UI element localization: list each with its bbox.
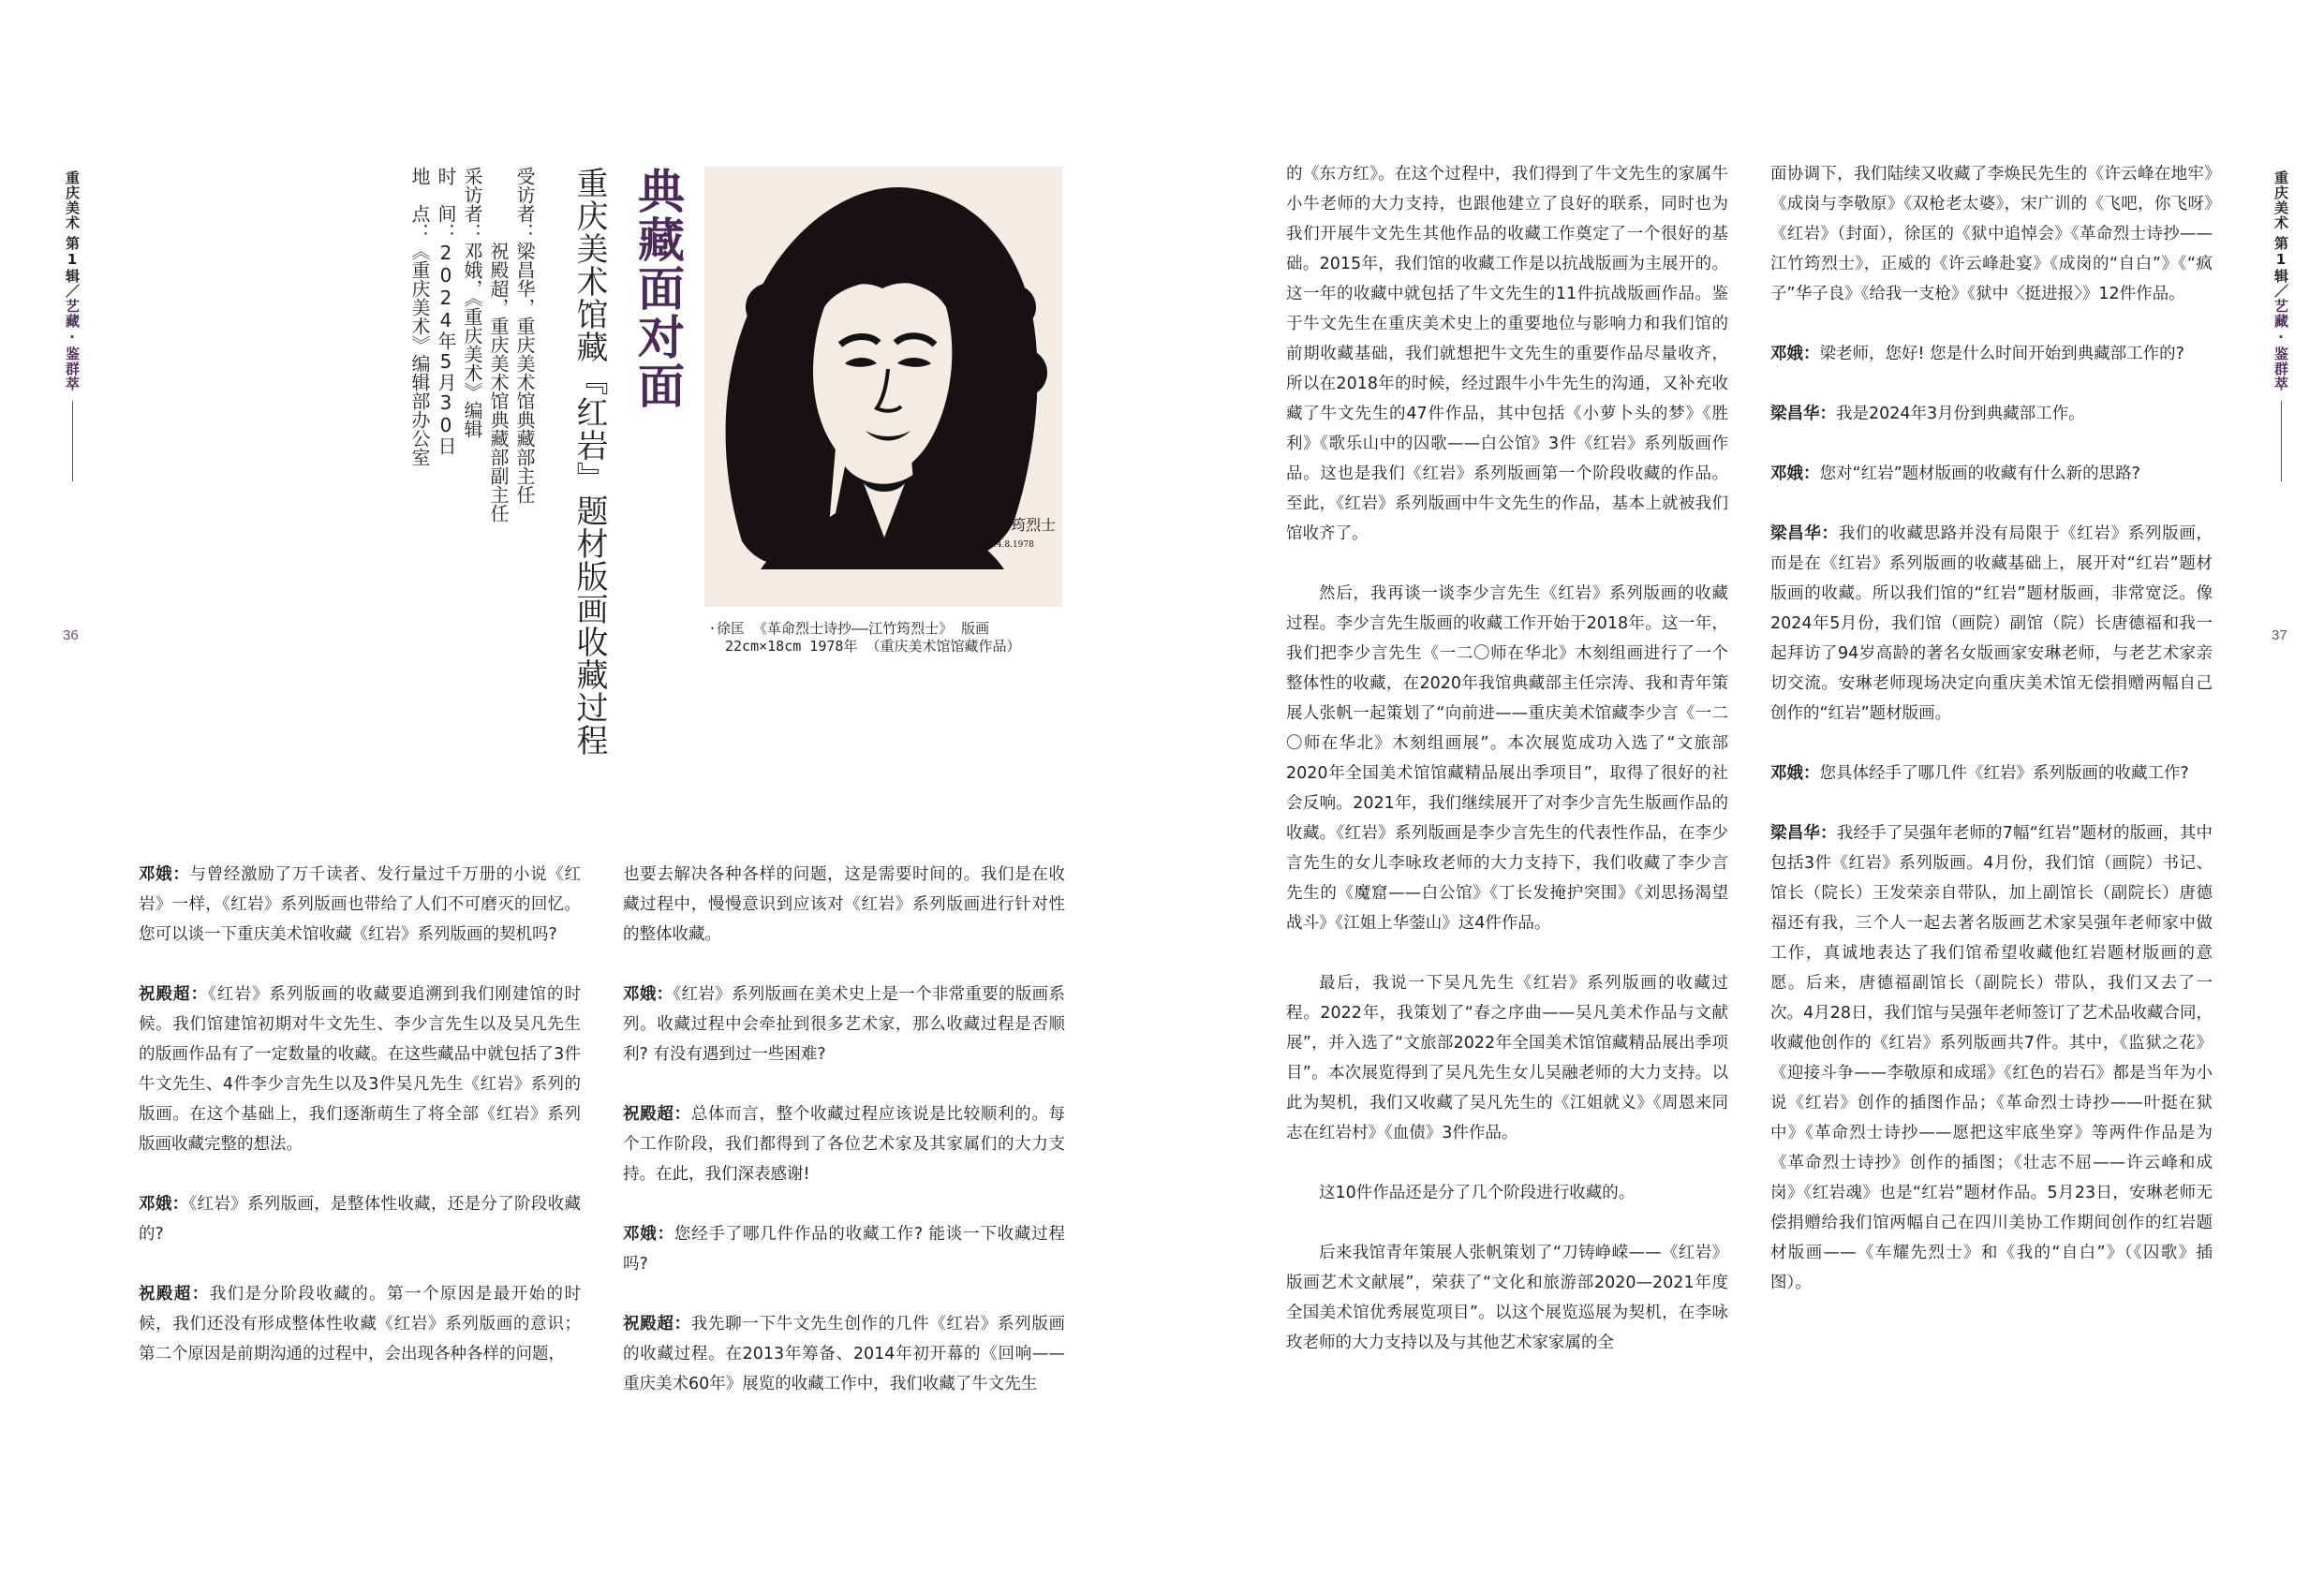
paragraph: 梁昌华：我们的收藏思路并没有局限于《红岩》系列版画，而是在《红岩》系列版画的收藏基础上，展开对“红岩”题材版画的收藏。所以我们馆的“红岩”题材版画，非常宽泛。像2024年5月份，我们馆（画院）副馆（院）长唐德福和我一起拜访了94岁高龄的著名女版画家安琳老师，与老艺术家亲切交流。安琳老师现场决定向重庆美术馆无偿捐赠两幅自己创作的“红岩”题材版画。 xyxy=(1770,524,2213,723)
meta-place: 地 点：《重庆美术》编辑部办公室 xyxy=(408,167,431,466)
spine-divider xyxy=(2281,401,2282,481)
paragraph: 面协调下，我们陆续又收藏了李焕民先生的《许云峰在地牢》《成岗与李敬原》《双枪老太婆》，宋广训的《飞吧，你飞呀》《红岩》（封面），徐匡的《狱中追悼会》《革命烈士诗抄——江竹筠烈士》，正威的《许云峰赴宴》《成岗的“自白”》《“疯子”华子良》《给我一支枪》《狱中〈挺进报〉》12件作品。 xyxy=(1770,165,2213,303)
paragraph: 最后，我说一下吴凡先生《红岩》系列版画的收藏过程。2022年，我策划了“春之序曲——吴凡美术作品与文献展”，并入选了“文旅部2022年全国美术馆馆藏精品展出季项目”。本次展览得到了吴凡先生女儿吴融老师的大力支持。以此为契机，我们又收藏了吴凡先生的《江姐就义》《周恩来同志在红岩村》《血债》3件作品。 xyxy=(1286,974,1728,1142)
spine-section: 艺藏·鉴群萃 xyxy=(2272,299,2289,391)
speaker: 祝殿超： xyxy=(623,1315,691,1334)
paragraph: 邓娥：您对“红岩”题材版画的收藏有什么新的思路? xyxy=(1770,464,2140,483)
speaker: 祝殿超： xyxy=(139,1285,210,1304)
text-column-1 xyxy=(139,860,581,1399)
caption-line-1: ·徐匡 《革命烈士诗抄——江竹筠烈士》 版画 xyxy=(708,620,990,637)
speaker: 梁昌华： xyxy=(1770,824,1837,843)
speaker: 梁昌华： xyxy=(1770,524,1839,543)
speaker: 邓娥： xyxy=(623,1225,674,1244)
woodcut-portrait-image xyxy=(704,167,1062,607)
paragraph: 邓娥：梁老师，您好! 您是什么时间开始到典藏部工作的? xyxy=(1770,345,2184,363)
paragraph: 的《东方红》。在这个过程中，我们得到了牛文先生的家属牛小牛老师的大力支持，也跟他建立了良好的联系，同时也为我们开展牛文先生其他作品的收藏工作奠定了一个很好的基础。2015年，我们馆的收藏工作是以抗战版画为主展开的。这一年的收藏中就包括了牛文先生的11件抗战版画作品。鉴于牛文先生在重庆美术史上的重要地位与影响力和我们馆的前期收藏基础，我们就想把牛文先生的重要作品尽量收齐，所以在2018年的时候，经过跟牛小牛先生的沟通，又补充收藏了牛文先生的47件作品，其中包括《小萝卜头的梦》《胜利》《歌乐山中的囚歌——白公馆》3件《红岩》系列版画作品。这也是我们《红岩》系列版画第一个阶段收藏的作品。至此，《红岩》系列版画中牛文先生的作品，基本上就被我们馆收齐了。 xyxy=(1286,165,1728,543)
text-column-2 xyxy=(623,860,1065,1429)
spine-slash: ／ xyxy=(2272,284,2289,299)
paragraph: 后来我馆青年策展人张帆策划了“刀铸峥嵘——《红岩》版画艺术文献展”，荣获了“文化和旅游部2020—2021年度全国美术馆优秀展览项目”。以这个展览巡展为契机，在李咏玫老师的大力支持以及与其他艺术家家属的全 xyxy=(1286,1244,1728,1352)
speaker: 梁昌华： xyxy=(1770,405,1836,423)
speaker: 邓娥： xyxy=(1770,345,1820,363)
left-spine xyxy=(58,170,86,481)
spine-slash: ／ xyxy=(64,284,81,299)
speaker: 邓娥： xyxy=(139,865,190,884)
speaker: 邓娥： xyxy=(139,1195,189,1214)
paragraph: 邓娥：《红岩》系列版画在美术史上是一个非常重要的版画系列。收藏过程中会牵扯到很多艺术家，那么收藏过程是否顺利? 有没有遇到过一些困难? xyxy=(623,985,1065,1064)
paragraph: 梁昌华：我是2024年3月份到典藏部工作。 xyxy=(1770,405,2085,423)
paragraph: 邓娥：与曾经激励了万千读者、发行量过千万册的小说《红岩》一样，《红岩》系列版画也带给了人们不可磨灭的回忆。您可以谈一下重庆美术馆收藏《红岩》系列版画的契机吗? xyxy=(139,865,582,944)
paragraph: 梁昌华：我经手了吴强年老师的7幅“红岩”题材的版画，其中包括3件《红岩》系列版画。4月份，我们馆（画院）书记、馆长（院长）王发荣亲自带队，加上副馆长（副院长）唐德福还有我，三个人一起去著名版画艺术家吴强年老师家中做工作，真诚地表达了我们馆希望收藏他红岩题材版画的意愿。后来，唐德福副馆长（副院长）带队，我们又去了一次。4月28日，我们馆与吴强年老师签订了艺术品收藏合同，收藏他创作的《红岩》系列版画共7件。其中，《监狱之花》《迎接斗争——李敬原和成瑶》《红色的岩石》都是当年为小说《红岩》创作的插图作品；《革命烈士诗抄——叶挺在狱中》《革命烈士诗抄——愿把这牢底坐穿》等两件作品是为《革命烈士诗抄》创作的插图；《壮志不屈——许云峰和成岗》《红岩魂》也是“红岩”题材作品。5月23日，安琳老师无偿捐赠给我们馆两幅自己在四川美协工作期间创作的红岩题材版画——《车耀先烈士》和《我的“自白”》（《囚歌》插图）。 xyxy=(1770,824,2213,1292)
paragraph: 也要去解决各种各样的问题，这是需要时间的。我们是在收藏过程中，慢慢意识到应该对《红岩》系列版画进行针对性的整体收藏。 xyxy=(623,865,1065,944)
speaker: 邓娥： xyxy=(623,985,674,1004)
right-spine xyxy=(2267,170,2295,481)
speaker: 祝殿超： xyxy=(139,985,209,1004)
spine-issue: 第1辑 xyxy=(2272,236,2289,284)
meta-interviewer: 采访者：邓娥，《重庆美术》编辑 xyxy=(461,167,483,438)
paragraph: 邓娥：您具体经手了哪几件《红岩》系列版画的收藏工作? xyxy=(1770,764,2189,783)
paragraph: 祝殿超：我们是分阶段收藏的。第一个原因是最开始的时候，我们还没有形成整体性收藏《红岩》系列版画的意识；第二个原因是前期沟通的过程中，会出现各种各样的问题， xyxy=(139,1285,581,1363)
artwork-caption xyxy=(708,620,1083,656)
meta-interviewee: 受访者：梁昌华，重庆美术馆典藏部主任 xyxy=(513,167,536,504)
meta-time: 时 间：2024年5月30日 xyxy=(435,167,457,455)
artwork-print xyxy=(704,167,1062,607)
spine-section: 艺藏·鉴群萃 xyxy=(64,299,81,391)
spine-divider xyxy=(72,401,73,481)
text-column-3 xyxy=(1286,159,1728,1388)
paragraph: 邓娥：您经手了哪几件作品的收藏工作? 能谈一下收藏过程吗? xyxy=(623,1225,1065,1274)
paragraph: 邓娥：《红岩》系列版画，是整体性收藏，还是分了阶段收藏的? xyxy=(139,1195,581,1244)
paragraph: 这10件作品还是分了几个阶段进行收藏的。 xyxy=(1319,1184,1636,1202)
paragraph: 然后，我再谈一谈李少言先生《红岩》系列版画的收藏过程。李少言先生版画的收藏工作开始于2018年。这一年，我们把李少言先生《一二〇师在华北》木刻组画进行了一个整体性的收藏，在2020年我馆典藏部主任宗涛、我和青年策展人张帆一起策划了“向前进——重庆美术馆藏李少言《一二〇师在华北》木刻组画展”。本次展览成功入选了“文旅部2020年全国美术馆馆藏精品展出季项目”，取得了很好的社会反响。2021年，我们继续展开了对李少言先生版画作品的收藏。《红岩》系列版画是李少言先生的代表性作品，在李少言先生的女儿李咏玫老师的大力支持下，我们收藏了李少言先生的《魔窟——白公馆》《丁长发掩护突围》《刘思扬渴望战斗》《江姐上华蓥山》这4件作品。 xyxy=(1286,584,1728,933)
caption-line-2: 22cm×18cm 1978年 （重庆美术馆馆藏作品） xyxy=(725,638,1021,655)
speaker: 邓娥： xyxy=(1770,764,1820,783)
meta-interviewee-2: 祝殿超，重庆美术馆典藏部副主任 xyxy=(487,167,510,523)
text-column-4 xyxy=(1770,159,2213,1328)
page-number-left: 36 xyxy=(63,627,79,643)
article-title: 重庆美术馆藏『红岩』题材版画收藏过程 xyxy=(570,167,608,757)
spine-magazine: 重庆美术 xyxy=(64,170,81,230)
page-number-right: 37 xyxy=(2272,627,2287,643)
artwork-date-mark: 1978.4.8.1978 xyxy=(972,540,1034,550)
section-heading: 典藏面对面 xyxy=(630,167,686,410)
spine-magazine: 重庆美术 xyxy=(2272,170,2289,230)
speaker: 邓娥： xyxy=(1770,464,1820,483)
paragraph: 祝殿超：《红岩》系列版画的收藏要追溯到我们刚建馆的时候。我们馆建馆初期对牛文先生、李少言先生以及吴凡先生的版画作品有了一定数量的收藏。在这些藏品中就包括了3件牛文先生、4件李少言先生以及3件吴凡先生《红岩》系列的版画。在这个基础上，我们逐渐萌生了将全部《红岩》系列版画收藏完整的想法。 xyxy=(139,985,582,1154)
paragraph: 祝殿超：总体而言，整个收藏过程应该说是比较顺利的。每个工作阶段，我们都得到了各位艺术家及其家属们的大力支持。在此，我们深表感谢! xyxy=(623,1105,1066,1184)
spine-issue: 第1辑 xyxy=(64,236,81,284)
speaker: 祝殿超： xyxy=(623,1105,691,1124)
paragraph: 祝殿超：我先聊一下牛文先生创作的几件《红岩》系列版画的收藏过程。在2013年筹备、2014年初开幕的《回响——重庆美术60年》展览的收藏工作中，我们收藏了牛文先生 xyxy=(623,1315,1066,1393)
artwork-signature: 献给 江竹筠烈士 xyxy=(946,516,1057,534)
